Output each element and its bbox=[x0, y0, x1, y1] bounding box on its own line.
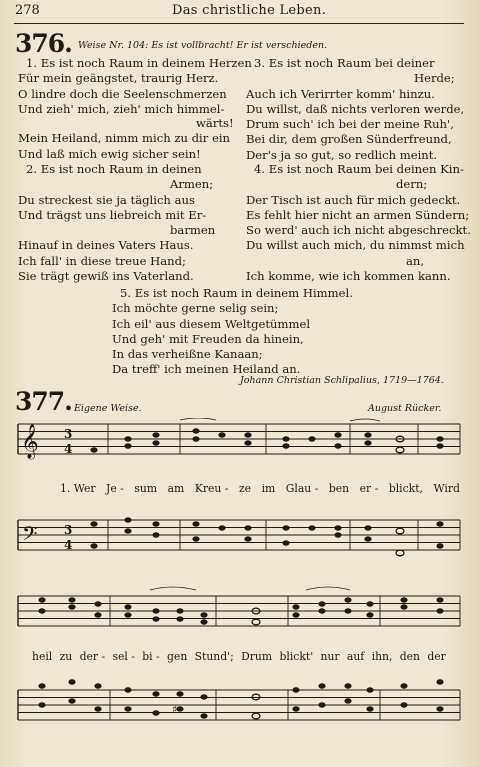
hymn-376-tune: Weise Nr. 104: Es ist vollbracht! Er ist verschieden. bbox=[78, 40, 328, 51]
lyric-syllable: nur bbox=[320, 650, 340, 663]
verse-1 bbox=[18, 56, 252, 162]
verse-3-line: Der's ja so gut, so redlich meint. bbox=[246, 147, 438, 162]
verse-1-line: wärts! bbox=[196, 116, 234, 131]
verse-3-line: Herde; bbox=[414, 71, 455, 86]
verse-1-line: Und laß mich ewig sicher sein! bbox=[18, 146, 201, 161]
verse-1-line: Mein Heiland, nimm mich zu dir ein bbox=[18, 131, 230, 146]
lyrics-line-1 bbox=[60, 482, 460, 495]
verse-2-line: Du streckest sie ja täglich aus bbox=[18, 192, 195, 207]
lyric-syllable: Stund'; bbox=[194, 650, 234, 663]
verse-2-line: Ich fall' in diese treue Hand; bbox=[18, 253, 186, 268]
lyric-syllable: ze bbox=[238, 482, 252, 495]
svg-text:3: 3 bbox=[64, 523, 73, 537]
page-number: 278 bbox=[15, 3, 40, 18]
verse-4-line: Es fehlt hier nicht an armen Sündern; bbox=[246, 207, 470, 222]
verse-5-line: Da treff' ich meinen Heiland an. bbox=[112, 362, 301, 377]
sharp-icon: ♯ bbox=[172, 703, 178, 716]
lyric-syllable: der bbox=[427, 650, 446, 663]
bass-clef-icon: 𝄢 bbox=[22, 522, 38, 550]
verse-4-line: Der Tisch ist auch für mich gedeckt. bbox=[246, 192, 461, 207]
system-2-treble-staff bbox=[0, 584, 480, 644]
header-rule bbox=[14, 23, 464, 24]
verse-2 bbox=[18, 162, 215, 284]
lyric-syllable: ben bbox=[328, 482, 350, 495]
svg-text:4: 4 bbox=[64, 442, 73, 456]
verse-1-line: O lindre doch die Seelenschmerzen bbox=[18, 86, 227, 101]
verse-5-line: Ich eil' aus diesem Weltgetümmel bbox=[112, 316, 311, 331]
system-1-treble-staff bbox=[0, 418, 480, 484]
composer: August Rücker. bbox=[368, 403, 442, 414]
verse-5-line: Und geh' mit Freuden da hinein, bbox=[112, 331, 304, 346]
lyric-syllable: er - bbox=[359, 482, 379, 495]
lyric-syllable: heil bbox=[32, 650, 53, 663]
hymn-376-attribution: Johann Christian Schlipalius, 1719—1764. bbox=[240, 375, 444, 386]
lyric-syllable: blickt, bbox=[388, 482, 423, 495]
lyric-syllable: ihn, bbox=[371, 650, 393, 663]
verse-3-line: Bei dir, dem großen Sünderfreund, bbox=[246, 132, 452, 147]
running-title: Das christliche Leben. bbox=[172, 3, 327, 18]
lyric-syllable: gen bbox=[167, 650, 188, 663]
verse-4 bbox=[246, 162, 471, 284]
verse-4-line: Ich komme, wie ich kommen kann. bbox=[246, 269, 451, 284]
lyric-syllable: Je - bbox=[106, 482, 124, 495]
verse-3-line: Auch ich Verirrter komm' hinzu. bbox=[246, 86, 435, 101]
lyric-syllable: Wird bbox=[433, 482, 460, 495]
verse-4-line: 4. Es ist noch Raum bei deinen Kin- bbox=[254, 162, 464, 176]
system-2-bass-staff bbox=[0, 672, 480, 767]
verse-1-line: Und zieh' mich, zieh' mich himmel- bbox=[18, 101, 225, 116]
lyric-syllable: auf bbox=[346, 650, 365, 663]
lyric-syllable: blickt' bbox=[279, 650, 314, 663]
verse-2-line: barmen bbox=[170, 223, 216, 238]
lyric-syllable: Kreu - bbox=[194, 482, 229, 495]
verse-5-line: 5. Es ist noch Raum in deinem Himmel. bbox=[120, 286, 353, 300]
verse-4-line: Du willst auch mich, du nimmst mich bbox=[246, 238, 465, 253]
treble-clef-icon: 𝄞 bbox=[21, 424, 39, 459]
lyric-syllable: sel - bbox=[112, 650, 135, 663]
verse-3-line: Drum such' ich bei der meine Ruh', bbox=[246, 117, 454, 132]
lyric-syllable: der - bbox=[79, 650, 106, 663]
lyrics-line-2 bbox=[32, 650, 446, 663]
verse-4-line: dern; bbox=[396, 177, 428, 192]
lyric-syllable: Drum bbox=[241, 650, 273, 663]
verse-1-line: 1. Es ist noch Raum in deinem Herzen bbox=[26, 56, 252, 70]
hymn-377-number: 377. bbox=[15, 387, 72, 416]
treble-notes bbox=[90, 428, 443, 452]
verse-4-line: an, bbox=[406, 253, 425, 268]
verse-5-line: Ich möchte gerne selig sein; bbox=[112, 301, 279, 316]
lyric-syllable: sum bbox=[134, 482, 158, 495]
verse-3-line: Du willst, daß nichts verloren werde, bbox=[246, 101, 465, 116]
lyric-syllable: im bbox=[261, 482, 276, 495]
svg-text:3: 3 bbox=[64, 427, 73, 441]
system-1-bass-staff bbox=[0, 508, 480, 566]
svg-text:4: 4 bbox=[64, 538, 73, 552]
bass-notes bbox=[90, 517, 443, 548]
verse-1-line: Für mein geängstet, traurig Herz. bbox=[18, 71, 219, 86]
lyric-syllable: zu bbox=[59, 650, 73, 663]
melody-label: Eigene Weise. bbox=[74, 403, 142, 414]
verse-3 bbox=[246, 56, 464, 163]
lyric-syllable: Glau - bbox=[285, 482, 319, 495]
lyric-syllable: 1. Wer bbox=[60, 482, 96, 495]
verse-4-line: So werd' auch ich nicht abgeschreckt. bbox=[246, 223, 471, 238]
hymn-376-number: 376. bbox=[15, 29, 72, 58]
lyric-syllable: am bbox=[167, 482, 185, 495]
verse-2-line: Sie trägt gewiß ins Vaterland. bbox=[18, 269, 194, 284]
verse-2-line: Und trägst uns liebreich mit Er- bbox=[18, 207, 207, 222]
verse-5-line: In das verheißne Kanaan; bbox=[112, 347, 263, 362]
verse-2-line: Hinauf in deines Vaters Haus. bbox=[18, 238, 194, 253]
verse-2-line: 2. Es ist noch Raum in deinen bbox=[26, 162, 202, 176]
verse-5 bbox=[112, 286, 353, 378]
verse-3-line: 3. Es ist noch Raum bei deiner bbox=[254, 56, 435, 70]
verse-2-line: Armen; bbox=[170, 177, 214, 192]
lyric-syllable: den bbox=[399, 650, 421, 663]
lyric-syllable: bi - bbox=[142, 650, 160, 663]
